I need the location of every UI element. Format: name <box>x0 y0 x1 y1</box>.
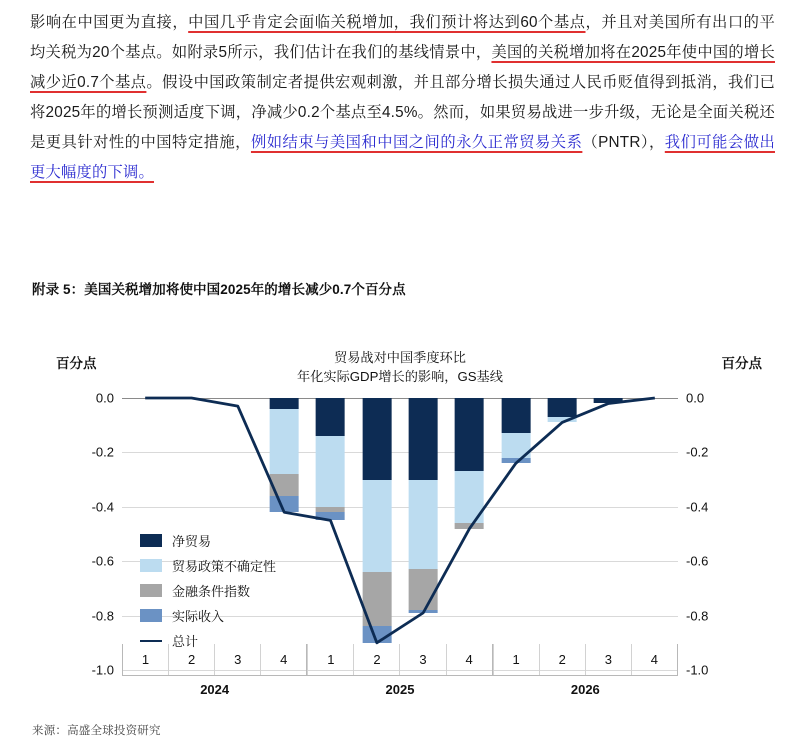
y-axis-tick-left: -0.6 <box>91 553 114 569</box>
legend-color-swatch <box>140 559 162 572</box>
y-axis-tick-left: -0.8 <box>91 608 114 624</box>
x-axis-quarter: 4 <box>446 644 493 675</box>
x-axis-year-labels <box>122 676 678 704</box>
legend-item[interactable] <box>140 603 276 628</box>
legend-item[interactable] <box>140 578 276 603</box>
y-axis-tick-right: 0.0 <box>686 390 705 406</box>
y-axis-tick-left: 0.0 <box>95 390 114 406</box>
x-axis-quarter: 3 <box>585 644 631 675</box>
y-axis-tick-right: -0.4 <box>686 499 709 515</box>
legend-color-swatch <box>140 609 162 622</box>
y-axis-unit-left: 百分点 <box>56 356 97 371</box>
y-axis-tick-right: -0.2 <box>686 444 709 460</box>
chart-legend <box>140 528 276 653</box>
legend-label: 贸易政策不确定性 <box>172 559 277 574</box>
paragraph-highlight-1: 中国几乎肯定会面临关税增加，我们预计将达到60个基点 <box>188 14 586 31</box>
source-note: 来源：高盛全球投资研究 <box>32 725 161 737</box>
chart-subtitle: 年化实际GDP增长的影响，GS基线 <box>297 369 503 384</box>
x-axis-quarter: 1 <box>493 644 539 675</box>
exhibit-5-chart <box>30 278 770 748</box>
paragraph-segment-3: 。假设中国政策制定者提供宏观刺激，并且部分增长损失通过人民币贬值得到抵消，我们已将2025年的增长预测适度下调，净减少0.2个基点至4.5%。然而，如果贸易战进一步升级，无论是全面关税还是更具针对性的中国特定措施， <box>30 74 775 151</box>
legend-label: 金融条件指数 <box>172 584 251 599</box>
x-axis-quarter: 4 <box>631 644 678 675</box>
chart-title: 贸易战对中国季度环比 <box>334 350 466 365</box>
legend-label: 总计 <box>172 634 199 649</box>
y-axis-tick-left: -1.0 <box>91 662 114 678</box>
y-axis-tick-left: -0.2 <box>91 444 114 460</box>
x-axis-quarter: 1 <box>122 644 168 675</box>
x-axis-year: 2025 <box>385 682 415 697</box>
body-paragraph <box>30 8 775 188</box>
x-axis <box>122 644 678 706</box>
legend-line-swatch <box>140 640 162 642</box>
x-axis-quarter: 4 <box>260 644 307 675</box>
x-axis-quarter-labels <box>122 644 678 676</box>
y-axis-unit-right: 百分点 <box>721 356 762 371</box>
paragraph-highlight-4: 我们可能会做出更大幅度的下调。 <box>30 134 775 181</box>
paragraph-highlight-3: 例如结束与美国和中国之间的永久正常贸易关系 <box>250 134 583 151</box>
x-axis-quarter: 3 <box>399 644 445 675</box>
x-axis-quarter: 2 <box>539 644 585 675</box>
y-axis-tick-right: -0.6 <box>686 553 709 569</box>
x-axis-quarter: 2 <box>168 644 214 675</box>
x-axis-quarter: 1 <box>307 644 353 675</box>
legend-item[interactable] <box>140 553 276 578</box>
paragraph-highlight-2: 美国的关税增加将在2025年使中国的增长减少近0.7个基点 <box>30 44 775 91</box>
legend-color-swatch <box>140 584 162 597</box>
paragraph-segment-2: ，并且对美国所有出口的平均关税为20个基点。如附录5所示，我们估计在我们的基线情景中， <box>30 14 775 61</box>
y-axis-tick-left: -0.4 <box>91 499 114 515</box>
x-axis-year: 2024 <box>200 682 230 697</box>
legend-color-swatch <box>140 534 162 547</box>
x-axis-year: 2026 <box>570 682 600 697</box>
x-axis-quarter: 2 <box>353 644 399 675</box>
paragraph-segment-4: （PNTR）， <box>582 134 665 151</box>
legend-label: 净贸易 <box>172 534 212 549</box>
legend-label: 实际收入 <box>172 609 225 624</box>
chart-title-block <box>30 348 770 386</box>
legend-item[interactable] <box>140 528 276 553</box>
paragraph-segment-1: 影响在中国更为直接， <box>30 14 189 31</box>
y-axis-tick-right: -0.8 <box>686 608 709 624</box>
y-axis-tick-right: -1.0 <box>686 662 709 678</box>
x-axis-quarter: 3 <box>214 644 260 675</box>
exhibit-title: 附录 5：美国关税增加将使中国2025年的增长减少0.7个百分点 <box>32 282 406 297</box>
